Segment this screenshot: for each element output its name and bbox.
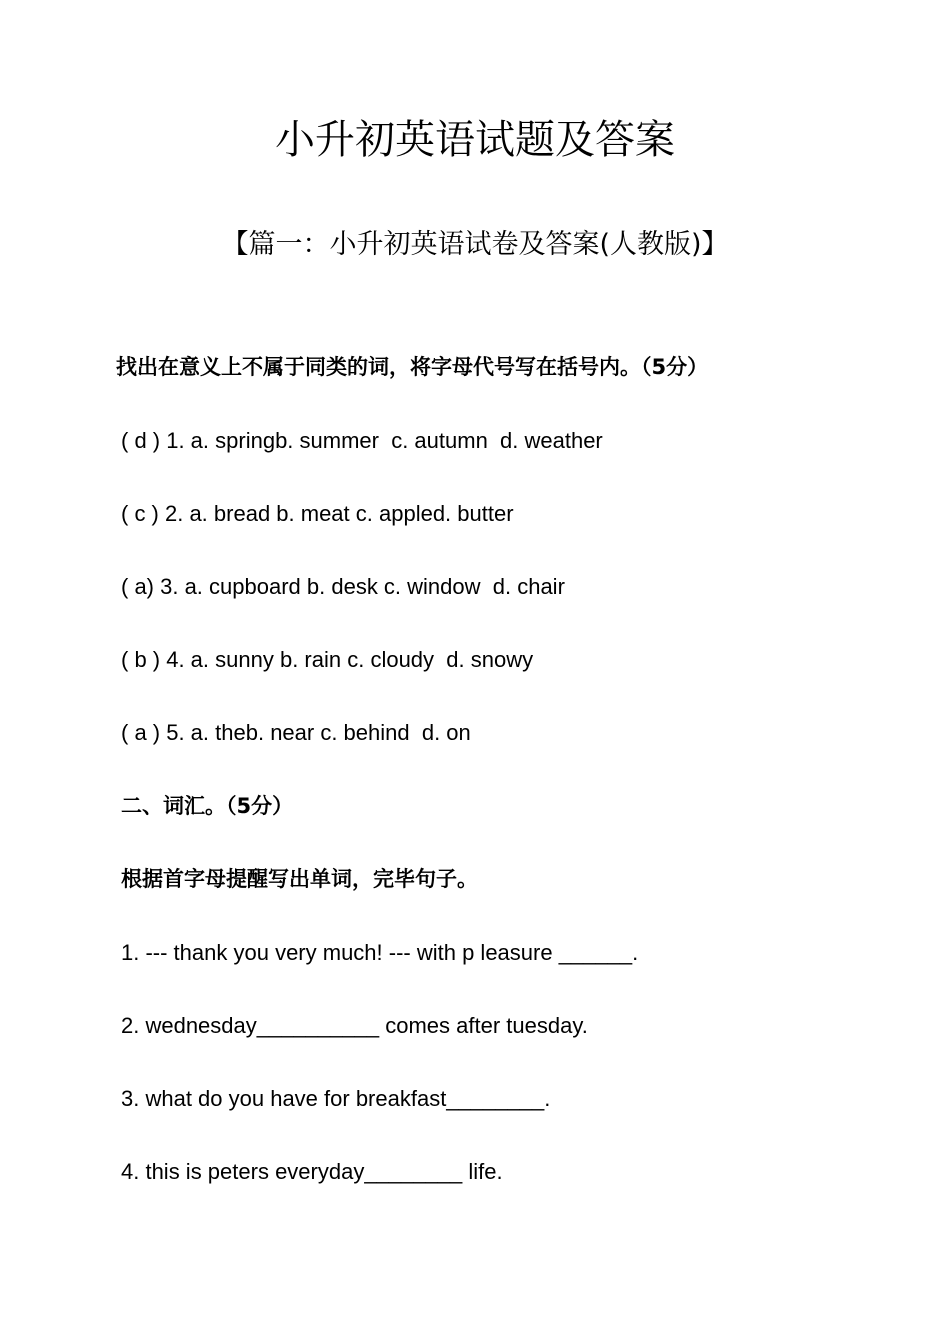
question-item: ( b ) 4. a. sunny b. rain c. cloudy d. snowy [121, 647, 534, 672]
section2-instruction: 根据首字母提醒写出单词，完毕句子。 [121, 867, 478, 891]
fill-blank-item: 1. --- thank you very much! --- with p leasure ______. [121, 940, 639, 965]
question-item: ( a) 3. a. cupboard b. desk c. window d. chair [121, 574, 565, 599]
question-item: ( a ) 5. a. theb. near c. behind d. on [121, 720, 471, 745]
section1-heading: 找出在意义上不属于同类的词，将字母代号写在括号内。（5分） [116, 355, 709, 379]
fill-blank-item: 3. what do you have for breakfast________. [121, 1086, 551, 1111]
fill-blank-item: 2. wednesday__________ comes after tuesday. [121, 1013, 588, 1038]
question-item: ( d ) 1. a. springb. summer c. autumn d. weather [121, 428, 603, 453]
section2-heading: 二、词汇。（5分） [121, 794, 294, 818]
fill-blank-item: 4. this is peters everyday________ life. [121, 1159, 503, 1184]
document-subtitle: 【篇一：小升初英语试卷及答案(人教版)】 [221, 229, 729, 260]
question-item: ( c ) 2. a. bread b. meat c. appled. butter [121, 501, 514, 526]
document-title: 小升初英语试题及答案 [275, 117, 675, 163]
